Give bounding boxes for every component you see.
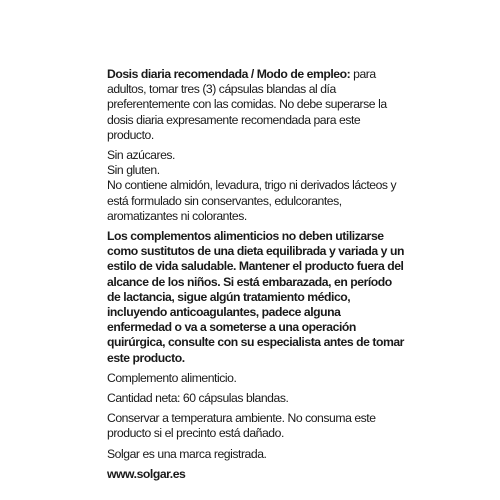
product-type-statement: Complemento alimenticio.	[107, 370, 237, 385]
website-url: www.solgar.es	[107, 466, 186, 481]
composition-statement: No contiene almidón, levadura, trigo ni derivados lácteos y está formulado sin conservantes, edulcorantes, aromatizantes ni colorantes.	[107, 178, 397, 223]
product-label-text	[107, 67, 407, 482]
gluten-free-statement: Sin gluten.	[107, 163, 160, 178]
sugar-free-statement: Sin azúcares.	[107, 148, 175, 163]
dosage-text: para adultos, tomar tres (3) cápsulas blandas al día preferentemente con las comidas. No debe superarse la dosis diaria expresamente recomendada para este producto.	[107, 67, 387, 142]
net-quantity-statement: Cantidad neta: 60 cápsulas blandas.	[107, 391, 289, 406]
dosage-heading: Dosis diaria recomendada / Modo de empleo:	[107, 67, 351, 81]
dosage-paragraph	[107, 67, 407, 143]
trademark-statement: Solgar es una marca registrada.	[107, 446, 267, 461]
warning-paragraph: Los complementos alimenticios no deben utilizarse como sustitutos de una dieta equilibrada y variada y un estilo de vida saludable. Mantener el producto fuera del alcance de los niños. Si está embarazada, en período de lactancia, sigue algún tratamiento médico, incluyendo anticoagulantes, padece alguna enfermedad o va a someterse a una operación quirúrgica, consulte con su especialista antes de tomar este producto.	[107, 229, 404, 365]
storage-statement: Conservar a temperatura ambiente. No consuma este producto si el precinto está dañado.	[107, 411, 376, 441]
